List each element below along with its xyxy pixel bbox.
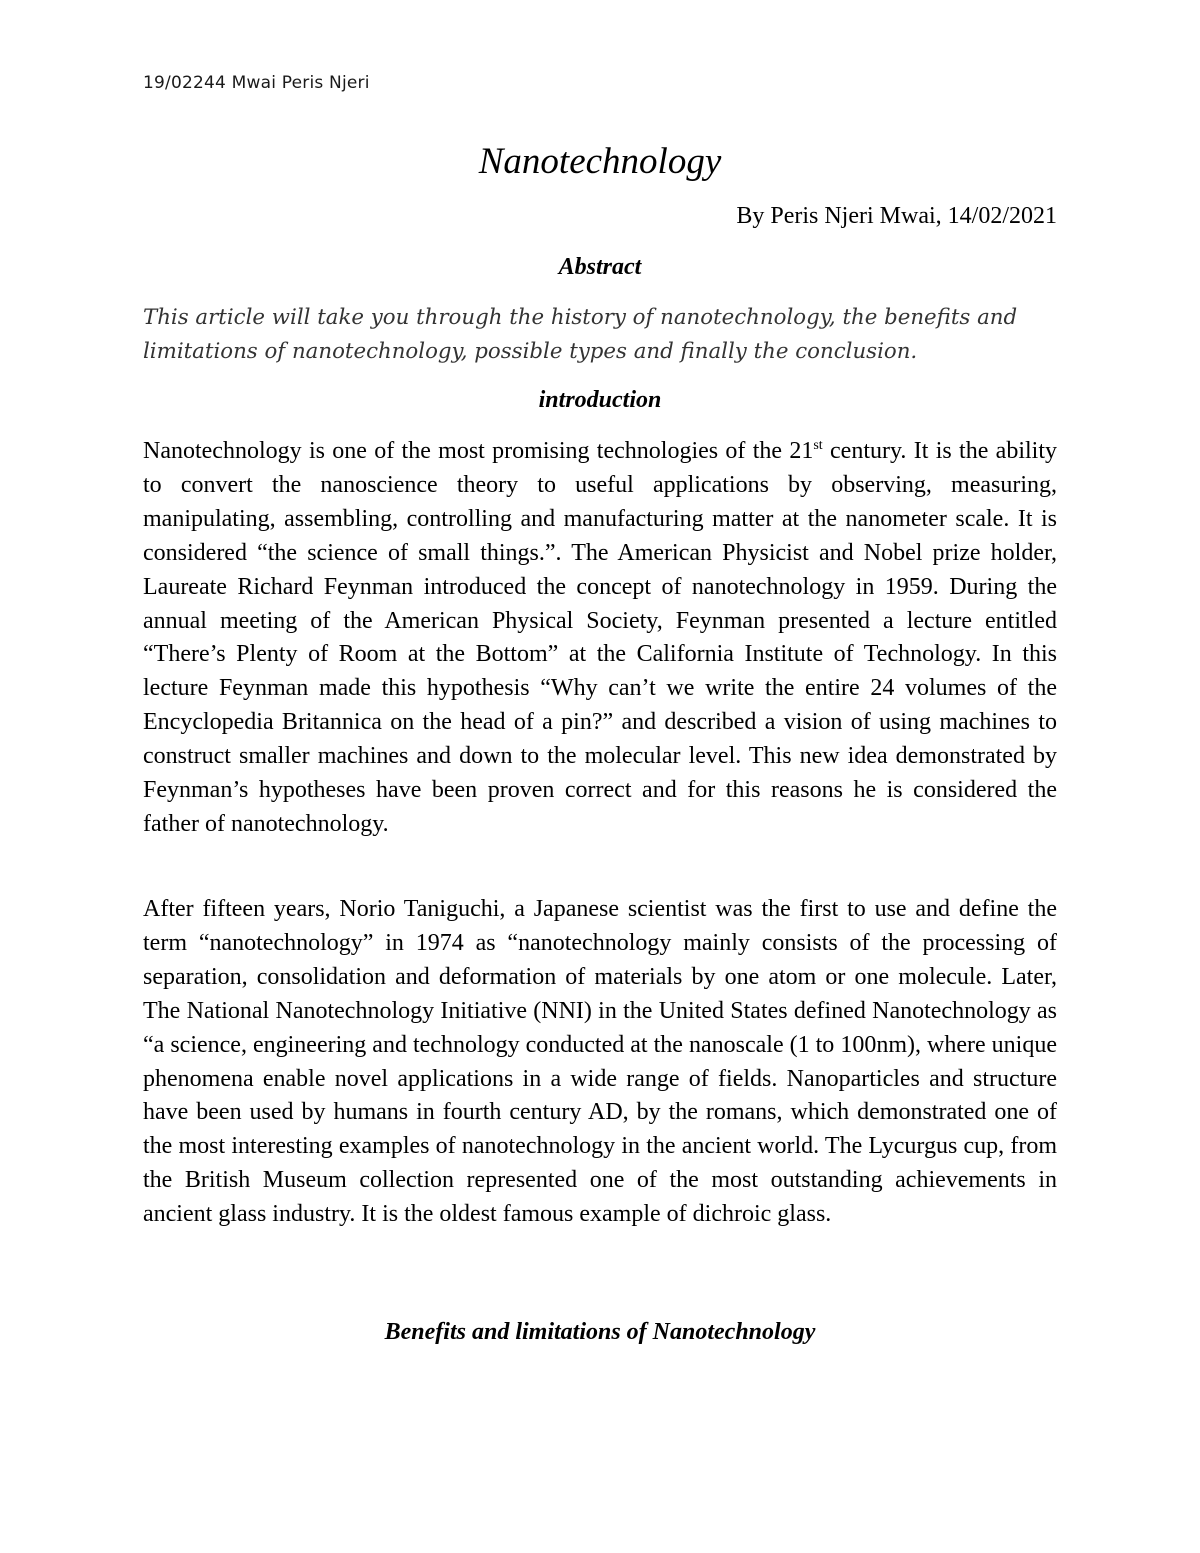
introduction-paragraph-1 [143, 435, 1057, 842]
abstract-paragraph: This article will take you through the history of nanotechnology, the benefits and limitations of nanotechnology, possible types and finally the conclusion. [143, 305, 1018, 364]
intro-p1-start: Nanotechnology is one of the most promising technologies of the 21 [143, 438, 814, 464]
page-header: 19/02244 Mwai Peris Njeri [143, 73, 370, 93]
ordinal-superscript: st [813, 438, 823, 453]
document-title: Nanotechnology [478, 141, 722, 182]
intro-p1-rest: century. It is the ability to convert the nanoscience theory to useful applications by observing, measuring, manipulating, assembling, controlling and manufacturing matter at the nanometer scale. It is considered “the science of small things.”. The American Physicist and Nobel prize holder, Laureate Richard Feynman introduced the concept of nanotechnology in 1959. During the annual meeting of the American Physical Society, Feynman presented a lecture entitled “There’s Plenty of Room at the Bottom” at the California Institute of Technology. In this lecture Feynman made this hypothesis “Why can’t we write the entire 24 volumes of the Encyclopedia Britannica on the head of a pin?” and described a vision of using machines to construct smaller machines and down to the molecular level. This new idea demonstrated by Feynman’s hypotheses have been proven correct and for this reasons he is considered the father of nanotechnology. [143, 438, 1057, 837]
benefits-heading: Benefits and limitations of Nanotechnology [384, 1319, 816, 1345]
author-byline: By Peris Njeri Mwai, 14/02/2021 [736, 203, 1057, 229]
introduction-heading: introduction [538, 387, 662, 413]
abstract-heading: Abstract [558, 254, 642, 280]
introduction-paragraph-2: After fifteen years, Norio Taniguchi, a Japanese scientist was the first to use and define the term “nanotechnology” in 1974 as “nanotechnology mainly consists of the processing of separation, consolidation and deformation of materials by one atom or one molecule. Later, The National Nanotechnology Initiative (NNI) in the United States defined Nanotechnology as “a science, engineering and technology conducted at the nanoscale (1 to 100nm), where unique phenomena enable novel applications in a wide range of fields. Nanoparticles and structure have been used by humans in fourth century AD, by the romans, which demonstrated one of the most interesting examples of nanotechnology in the ancient world. The Lycurgus cup, from the British Museum collection represented one of the most outstanding achievements in ancient glass industry. It is the oldest famous example of dichroic glass. [143, 896, 1057, 1228]
